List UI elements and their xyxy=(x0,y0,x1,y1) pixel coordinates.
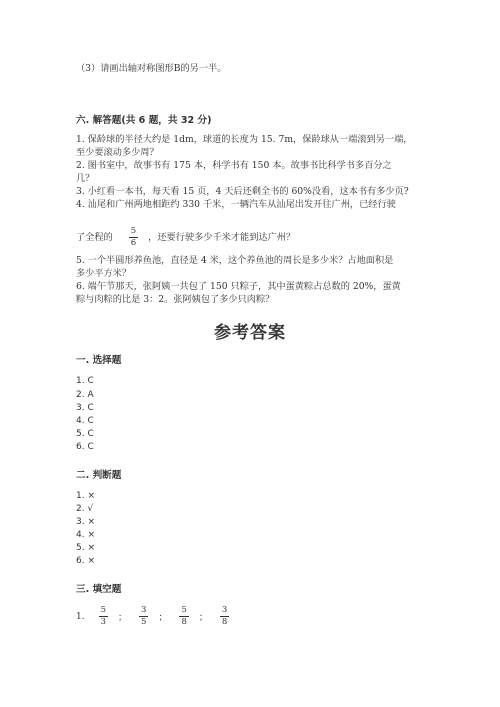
fraction-answer xyxy=(220,605,229,628)
problem-1-line-1: 1. 保龄球的半径大约是 1dm，球道的长度为 15. 7m，保龄球从一端滚到另一端， xyxy=(76,134,413,145)
problem-4-line-1: 4. 汕尾和广州两地相距约 330 千米，一辆汽车从汕尾出发开往广州，已经行驶 xyxy=(76,199,396,210)
fraction-numerator: 3 xyxy=(141,605,147,615)
fraction-numerator: 5 xyxy=(130,226,137,236)
fraction-numerator: 5 xyxy=(100,605,107,615)
fraction-answer xyxy=(179,605,188,628)
answers-section-3-heading: 三. 填空题 xyxy=(76,584,122,595)
answer-item: 2. √ xyxy=(76,504,94,514)
fill-in-item-label: 1. xyxy=(76,611,85,622)
answer-item: 3. × xyxy=(76,517,95,527)
problem-4-prefix: 了全程的 xyxy=(76,232,113,243)
problem-6-line-1: 6. 端午节那天，张阿姨一共包了 150 只粽子，其中蛋黄粽占总数的 20%，蛋黄 xyxy=(76,281,401,292)
problem-5-line-2: 多少平方米？ xyxy=(76,268,132,279)
fraction-answer xyxy=(139,605,148,628)
problem-6-line-2: 粽与肉粽的比是 3：2。张阿姨包了多少只肉粽？ xyxy=(76,294,275,305)
separator: ； xyxy=(198,613,208,623)
problem-4-suffix: ，还要行驶多少千米才能到达广州？ xyxy=(148,232,296,243)
answer-item: 1. × xyxy=(76,491,95,501)
fraction-numerator: 5 xyxy=(181,605,187,615)
question-3-text: （3）请画出轴对称图形B的另一半。 xyxy=(76,63,227,74)
fraction-five-sixths xyxy=(129,226,138,249)
fraction-denominator: 6 xyxy=(130,238,137,248)
answer-item: 3. C xyxy=(76,403,94,413)
section-6-heading: 六. 解答题(共 6 题，共 32 分) xyxy=(76,115,212,126)
problem-3-line: 3. 小红看一本书，每天看 15 页，4 天后还剩全书的 60%没看，这本书有多少页? xyxy=(76,186,409,197)
fraction-denominator: 8 xyxy=(221,617,228,627)
fraction-answer xyxy=(99,605,108,628)
fraction-denominator: 8 xyxy=(181,617,187,627)
answers-section-1-heading: 一. 选择题 xyxy=(76,355,122,366)
problem-1-line-2: 至少要滚动多少周？ xyxy=(76,147,159,158)
answer-item: 4. × xyxy=(76,530,95,540)
answer-item: 4. C xyxy=(76,416,94,426)
answer-item: 2. A xyxy=(76,390,94,400)
fill-in-answer-row xyxy=(76,605,229,628)
fraction-denominator: 5 xyxy=(141,617,147,627)
fraction-numerator: 3 xyxy=(221,605,228,615)
problem-2-line-1: 2. 图书室中，故事书有 175 本，科学书有 150 本。故事书比科学书多百分之 xyxy=(76,160,392,171)
problem-4-line-2 xyxy=(76,226,295,249)
answer-key-title: 参考答案 xyxy=(214,323,286,343)
answer-item: 6. × xyxy=(76,556,95,566)
separator: ； xyxy=(118,613,128,623)
answer-item: 5. × xyxy=(76,543,95,553)
problem-2-line-2: 几？ xyxy=(76,173,95,184)
answer-item: 6. C xyxy=(76,442,94,452)
problem-5-line-1: 5. 一个半圆形养鱼池，直径是 4 米，这个养鱼池的周长是多少米？占地面积是 xyxy=(76,255,394,266)
fraction-denominator: 3 xyxy=(100,617,107,627)
separator: ； xyxy=(158,613,168,623)
answers-section-2-heading: 二. 判断题 xyxy=(76,470,122,481)
answer-item: 5. C xyxy=(76,429,94,439)
answer-item: 1. C xyxy=(76,376,94,386)
